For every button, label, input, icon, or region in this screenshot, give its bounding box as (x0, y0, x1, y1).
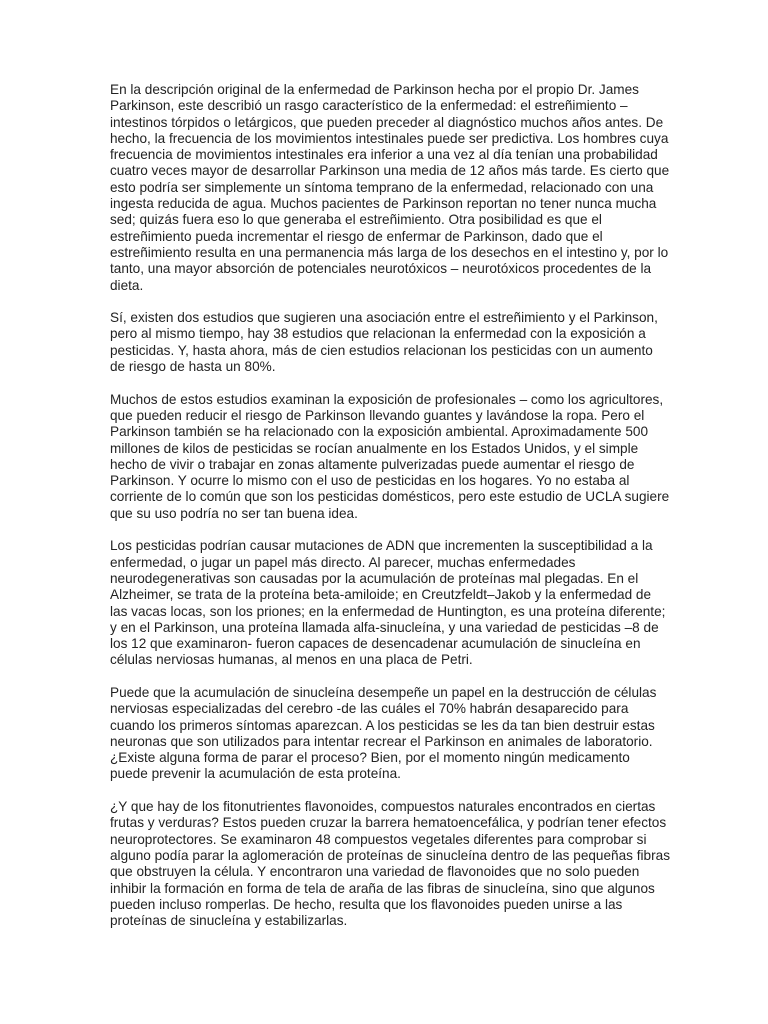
paragraph-1: En la descripción original de la enfermedad de Parkinson hecha por el propio Dr. James Parkinson, este describió un rasgo característico de la enfermedad: el estreñimiento – intestinos tórpidos o letárgicos, que pueden preceder al diagnóstico muchos años antes. De hecho, la frecuencia de los movimientos intestinales puede ser predictiva. Los hombres cuya frecuencia de movimientos intestinales era inferior a una vez al día tenían una probabilidad cuatro veces mayor de desarrollar Parkinson una media de 12 años más tarde. Es cierto que esto podría ser simplemente un síntoma temprano de la enfermedad, relacionado con una ingesta reducida de agua. Muchos pacientes de Parkinson reportan no tener nunca mucha sed; quizás fuera eso lo que generaba el estreñimiento. Otra posibilidad es que el estreñimiento pueda incrementar el riesgo de enfermar de Parkinson, dado que el estreñimiento resulta en una permanencia más larga de los desechos en el intestino y, por lo tanto, una mayor absorción de potenciales neurotóxicos – neurotóxicos procedentes de la dieta. (110, 82, 670, 293)
paragraph-2: Sí, existen dos estudios que sugieren una asociación entre el estreñimiento y el Parkinson, pero al mismo tiempo, hay 38 estudios que relacionan la enfermedad con la exposición a pesticidas. Y, hasta ahora, más de cien estudios relacionan los pesticidas con un aumento de riesgo de hasta un 80%. (110, 310, 658, 375)
document-page (110, 82, 670, 946)
paragraph-4: Los pesticidas podrían causar mutaciones de ADN que incrementen la susceptibilidad a la enfermedad, o jugar un papel más directo. Al parecer, muchas enfermedades neurodegenerativas son causadas por la acumulación de proteínas mal plegadas. En el Alzheimer, se trata de la proteína beta-amiloide; en Creutzfeldt–Jakob y la enfermedad de las vacas locas, son los priones; en la enfermedad de Huntington, es una proteína diferente; y en el Parkinson, una proteína llamada alfa-sinucleína, y una variedad de pesticidas –8 de los 12 que examinaron- fueron capaces de desencadenar acumulación de sinucleína en células nerviosas humanas, al menos en una placa de Petri. (110, 538, 666, 668)
paragraph-6: ¿Y que hay de los fitonutrientes flavonoides, compuestos naturales encontrados en ciertas frutas y verduras? Estos pueden cruzar la barrera hematoencefálica, y podrían tener efectos neuroprotectores. Se examinaron 48 compuestos vegetales diferentes para comprobar si alguno podía parar la aglomeración de proteínas de sinucleína dentro de las pequeñas fibras que obstruyen la célula. Y encontraron una variedad de flavonoides que no solo pueden inhibir la formación en forma de tela de araña de las fibras de sinucleína, sino que algunos pueden incluso romperlas. De hecho, resulta que los flavonoides pueden unirse a las proteínas de sinucleína y estabilizarlas. (110, 799, 670, 929)
paragraph-5: Puede que la acumulación de sinucleína desempeñe un papel en la destrucción de células nerviosas especializadas del cerebro -de las cuáles el 70% habrán desaparecido para cuando los primeros síntomas aparezcan. A los pesticidas se les da tan bien destruir estas neuronas que son utilizados para intentar recrear el Parkinson en animales de laboratorio. ¿Existe alguna forma de parar el proceso? Bien, por el momento ningún medicamento puede prevenir la acumulación de esta proteína. (110, 684, 657, 782)
paragraph-3: Muchos de estos estudios examinan la exposición de profesionales – como los agricultores, que pueden reducir el riesgo de Parkinson llevando guantes y lavándose la ropa. Pero el Parkinson también se ha relacionado con la exposición ambiental. Aproximadamente 500 millones de kilos de pesticidas se rocían anualmente en los Estados Unidos, y el simple hecho de vivir o trabajar en zonas altamente pulverizadas puede aumentar el riesgo de Parkinson. Y ocurre lo mismo con el uso de pesticidas en los hogares. Yo no estaba al corriente de lo común que son los pesticidas domésticos, pero este estudio de UCLA sugiere que su uso podría no ser tan buena idea. (110, 391, 670, 521)
